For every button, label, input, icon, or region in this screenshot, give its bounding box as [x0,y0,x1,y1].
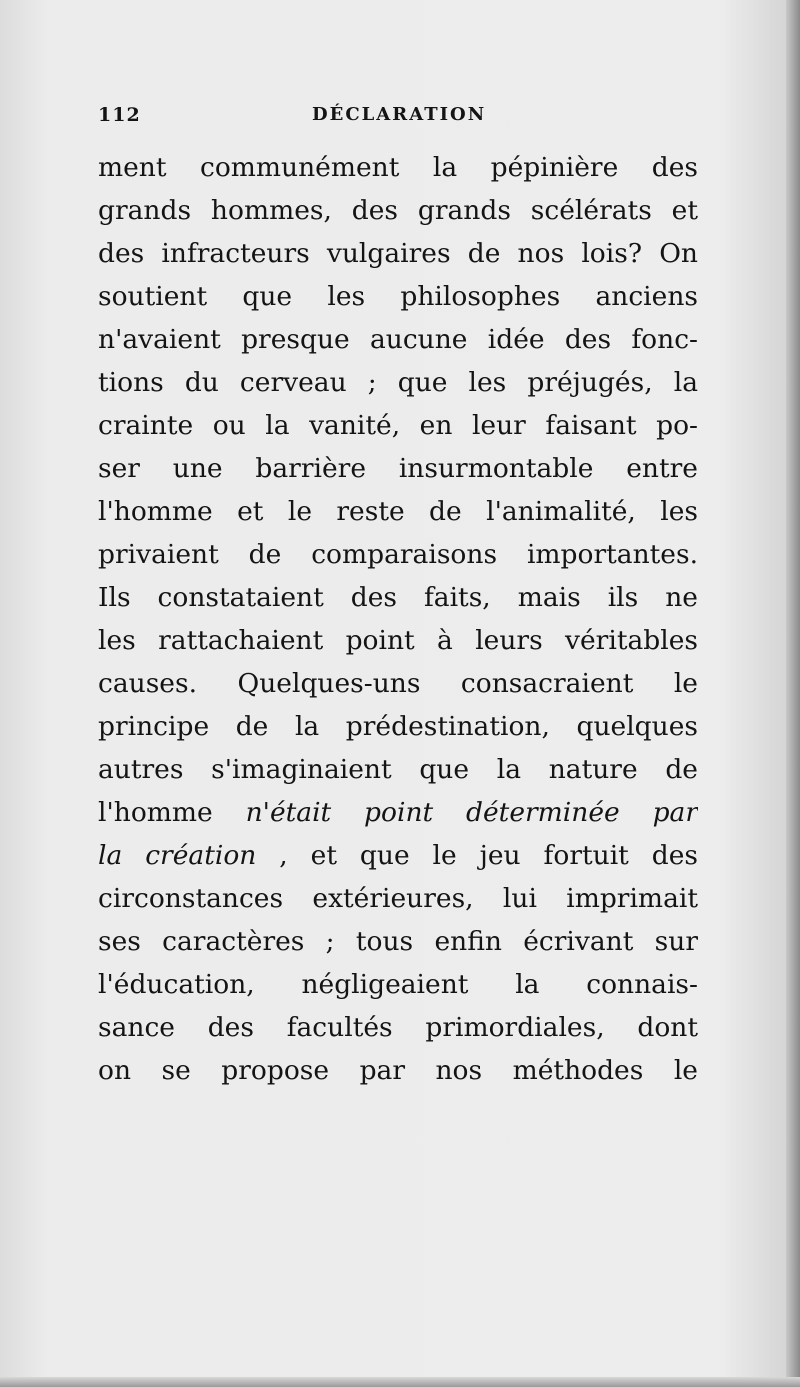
text-line: grands hommes, des grands scélérats et [98,195,698,226]
text-line: l'homme n'était point déterminée par [98,797,698,828]
italic-phrase: n'était point déterminée par [245,797,698,828]
text-line: la création , et que le jeu fortuit des [98,840,698,871]
text-line: principe de la prédestination, quelques [98,711,698,742]
text-line: causes. Quelques-uns consacraient le [98,668,698,699]
page-header [98,104,698,134]
text-line: crainte ou la vanité, en leur faisant po- [98,410,698,441]
page-edge-shadow [786,0,800,1387]
page-number: 112 [98,104,141,126]
text-line: ses caractères ; tous enfin écrivant sur [98,926,698,957]
text-line: l'éducation, négligeaient la connais- [98,969,698,1000]
text-line: des infracteurs vulgaires de nos lois? On [98,238,698,269]
running-head: DÉCLARATION [312,104,487,125]
text-line: sance des facultés primordiales, dont [98,1012,698,1043]
text-line: circonstances extérieures, lui imprimait [98,883,698,914]
text-line: on se propose par nos méthodes le [98,1055,698,1086]
text-line: ment communément la pépinière des [98,152,698,183]
text-line: n'avaient presque aucune idée des fonc- [98,324,698,355]
text-line: ser une barrière insurmontable entre [98,453,698,484]
text-line: Ils constataient des faits, mais ils ne [98,582,698,613]
text-line: autres s'imaginaient que la nature de [98,754,698,785]
text-line: privaient de comparaisons importantes. [98,539,698,570]
page-bottom-shadow [0,1377,800,1387]
text-line: tions du cerveau ; que les préjugés, la [98,367,698,398]
text-line: soutient que les philosophes anciens [98,281,698,312]
body-text [98,146,698,1092]
italic-phrase: la création [98,840,257,871]
text-line: l'homme et le reste de l'animalité, les [98,496,698,527]
text-line: les rattachaient point à leurs véritables [98,625,698,656]
